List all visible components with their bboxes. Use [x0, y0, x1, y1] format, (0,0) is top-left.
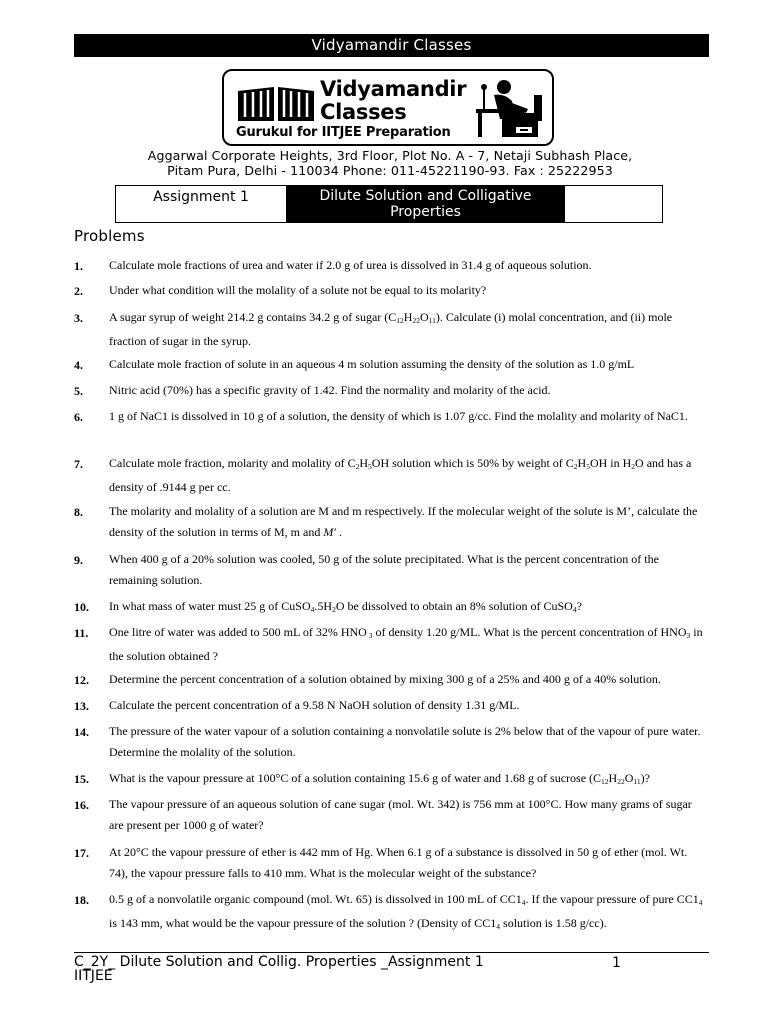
assignment-topic-line1: Dilute Solution and Colligative [319, 188, 532, 204]
problem-number: 2. [74, 284, 83, 298]
problem-text: In what mass of water must 25 g of $CuSO_4.5H_2O$ be dissolved to obtain an 8% solution of CuSO$_4$? [109, 599, 582, 614]
logo-title-line2: Classes [320, 100, 407, 124]
student-at-desk-icon [472, 75, 548, 141]
problem-text: One litre of water was added to 500 mL of 32% HNO $_3$ of density 1.20 g/ML. What is the percent concentration of $HNO_3$ in the solution obtained ? [109, 625, 703, 663]
problem-text: 1 g of NaC1 is dissolved in 10 g of a solution, the density of which is 1.07 g/cc. Find the molality and molarity of NaC1. [109, 409, 688, 423]
assignment-topic-line2: Properties [390, 204, 461, 220]
logo-tagline: Gurukul for IITJEE Preparation [236, 125, 451, 140]
address-line2: Pitam Pura, Delhi - 110034 Phone: 011-45221190-93. Fax : 25222953 [167, 163, 613, 178]
page-number: 1 [612, 955, 621, 971]
problem-text: Calculate mole fraction of solute in an aqueous 4 m solution assuming the density of the solution as 1.0 g/mL [109, 357, 635, 371]
problem-text: A sugar syrup of weight 214.2 g contains 34.2 g of sugar $(C_{12}H_{22}O_{11})$. Calculate (i) molal concentration, and (ii) mole fraction of sugar in the syrup. [109, 310, 673, 348]
footer-line1: C_2Y_ Dilute Solution and Collig. Properties _Assignment 1 [74, 954, 484, 970]
problem-number: 18. [74, 893, 89, 907]
problem-number: 6. [74, 410, 83, 424]
section-heading: Problems [74, 227, 145, 245]
footer-divider [74, 952, 709, 953]
problem-number: 15. [74, 772, 89, 786]
problem-number: 1. [74, 259, 83, 273]
problem-text: The pressure of the water vapour of a solution containing a nonvolatile solute is 2% below that of the vapour of pure water. Determine the molality of the solution. [109, 724, 701, 759]
problem-text: Calculate mole fractions of urea and water if 2.0 g of urea is dissolved in 31.4 g of aqueous solution. [109, 258, 592, 272]
problem-number: 12. [74, 673, 89, 687]
problem-number: 9. [74, 553, 83, 567]
problem-number: 10. [74, 600, 89, 614]
problem-number: 17. [74, 846, 89, 860]
address-line1: Aggarwal Corporate Heights, 3rd Floor, Plot No. A - 7, Netaji Subhash Place, [147, 148, 633, 163]
problem-text: Determine the percent concentration of a solution obtained by mixing 300 g of a 25% and 400 g of a 40% solution. [109, 672, 661, 686]
logo [222, 69, 554, 146]
problem-number: 13. [74, 699, 89, 713]
header-banner: Vidyamandir Classes [74, 34, 709, 57]
problem-number: 8. [74, 505, 83, 519]
problem-number: 3. [74, 311, 83, 325]
book-icon [236, 83, 316, 123]
problem-text: At 20°C the vapour pressure of ether is 442 mm of Hg. When 6.1 g of a substance is dissolved in 50 g of ether (mol. Wt. 74), the vapour pressure falls to 410 mm. What is the molecular weight of the substance? [109, 845, 688, 880]
logo-title-line1: Vidyamandir [320, 77, 467, 101]
problem-number: 11. [74, 626, 89, 640]
problem-text: The molarity and molality of a solution are M and m respectively. If the molecular weight of the solute is M’, calculate the density of the solution in terms of M, m and M′ . [109, 504, 698, 539]
problem-number: 5. [74, 384, 83, 398]
problem-number: 4. [74, 358, 83, 372]
problem-number: 16. [74, 798, 89, 812]
problem-text: When 400 g of a 20% solution was cooled, 50 g of the solute precipitated. What is the percent concentration of the remaining solution. [109, 552, 659, 587]
problem-text: Calculate the percent concentration of a 9.58 N NaOH solution of density 1.31 g/ML. [109, 698, 520, 712]
problem-number: 7. [74, 457, 83, 471]
problem-text: What is the vapour pressure at 100°C of a solution containing 15.6 g of water and 1.68 g of sucrose $(C_{12}H_{22}O_{11})$? [109, 771, 650, 786]
problem-number: 14. [74, 725, 89, 739]
institute-address [80, 148, 700, 178]
footer-line2: IITJEE [74, 968, 113, 984]
problem-text: Calculate mole fraction, molarity and molality of $C_2H_5OH$ solution which is 50% by weight of $C_2H_5OH$ in $H_2O$ and has a density of .9144 g per cc. [109, 456, 692, 494]
problem-text: Nitric acid (70%) has a specific gravity of 1.42. Find the normality and molarity of the acid. [109, 383, 551, 397]
problem-text: The vapour pressure of an aqueous solution of cane sugar (mol. Wt. 342) is 756 mm at 100°C. How many grams of sugar are present per 1000 g of water? [109, 797, 692, 832]
assignment-topic [286, 186, 565, 222]
footer-text [74, 955, 484, 983]
problem-text: Under what condition will the molality of a solute not be equal to its molarity? [109, 283, 487, 297]
problem-text: 0.5 g of a nonvolatile organic compound (mol. Wt. 65) is dissolved in 100 mL of $CC1_4$. If the vapour pressure of pure $CC1_4$ is 143 mm, what would be the vapour pressure of the solution ? (Density of $CC1_4$ solution is 1.58 g/cc). [109, 892, 703, 931]
assignment-label: Assignment 1 [153, 189, 249, 205]
assignment-box [115, 185, 663, 223]
